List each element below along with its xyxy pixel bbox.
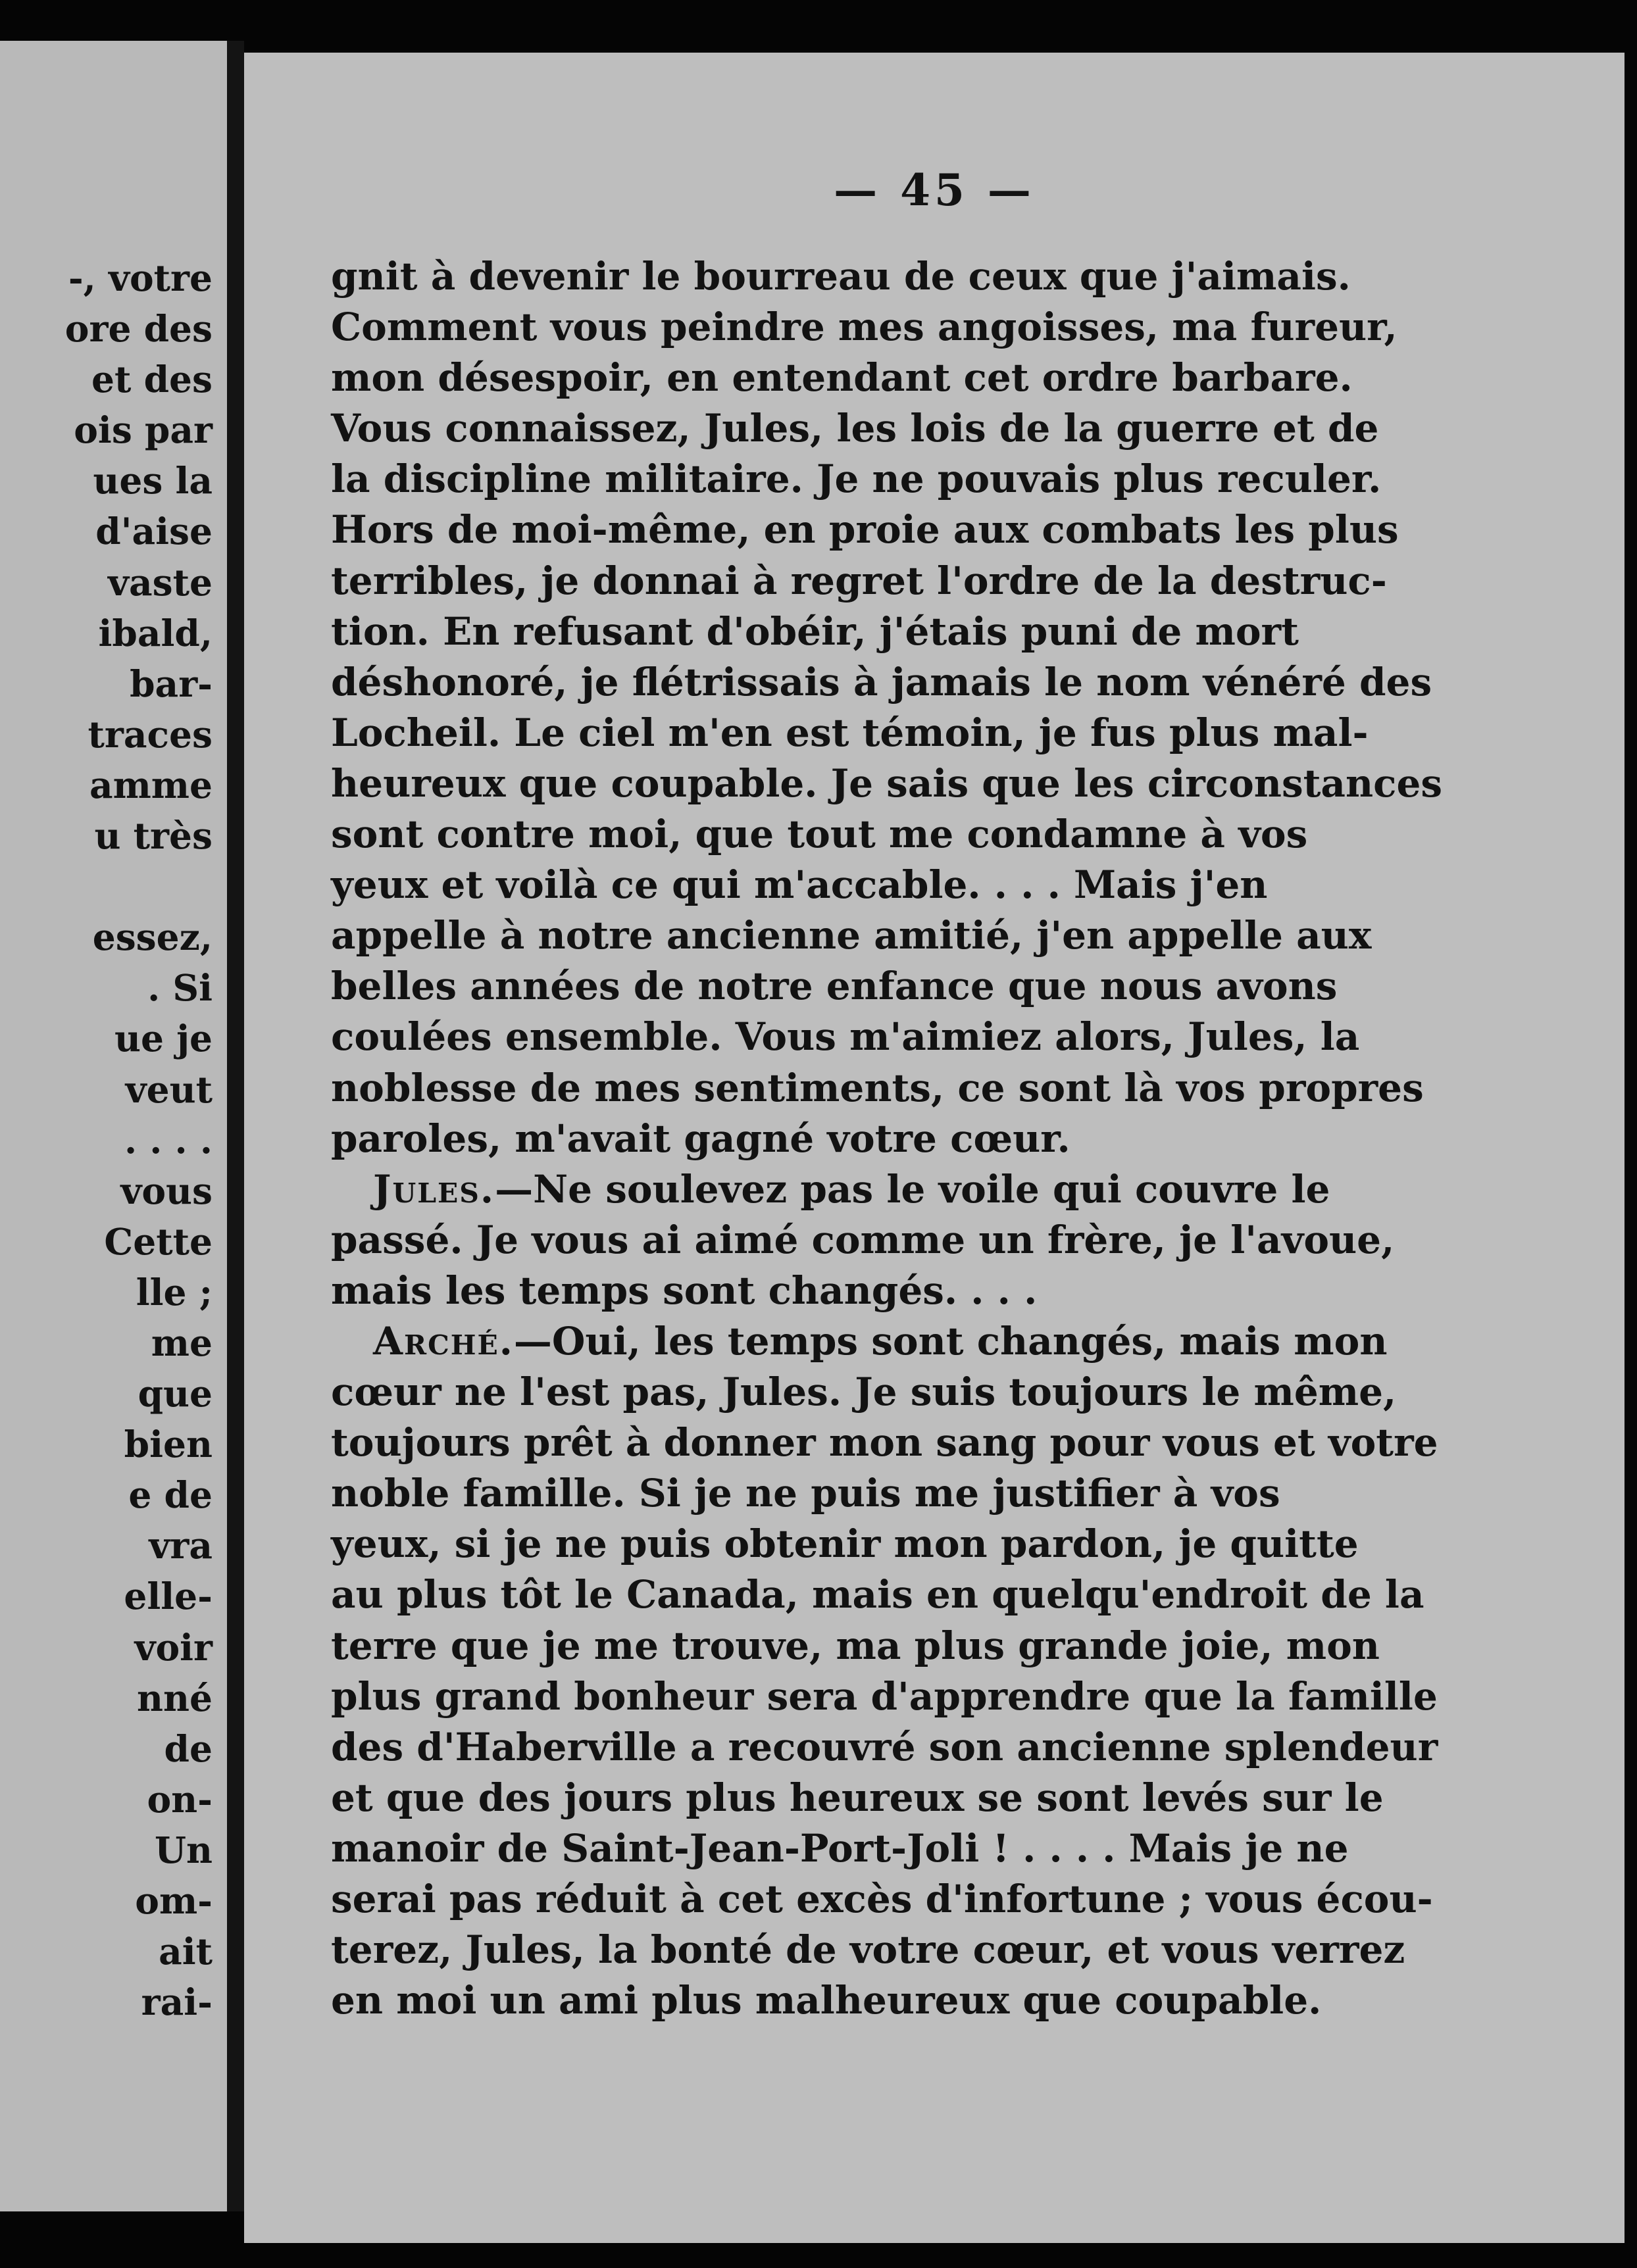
line-text: serai pas réduit à cet excès d'infortune ; vous écou-: [331, 1877, 1433, 1921]
left-page-fragment: ibald,: [98, 611, 213, 654]
speaker-name: Jules.: [373, 1166, 495, 1212]
line-text: mon désespoir, en entendant cet ordre barbare.: [331, 355, 1353, 401]
left-page-fragment: Un: [155, 1828, 213, 1871]
line-text: coulées ensemble. Vous m'aimiez alors, Jules, la: [331, 1014, 1360, 1060]
text-line: [331, 505, 1624, 555]
line-text: paroles, m'avait gagné votre cœur.: [331, 1116, 1070, 1161]
text-line: [331, 860, 1624, 910]
left-page-fragment: veut: [125, 1068, 213, 1111]
text-line: [331, 910, 1624, 961]
line-text: manoir de Saint-Jean-Port-Joli ! . . . . Mais je ne: [331, 1825, 1349, 1871]
left-page-fragment: traces: [88, 712, 213, 756]
line-text: en moi un ami plus malheureux que coupable.: [331, 1978, 1322, 2023]
left-page-fragment: de: [164, 1727, 213, 1770]
left-page-fragment: bar-: [130, 662, 213, 705]
text-line: [331, 1468, 1624, 1519]
text-line: [331, 1569, 1624, 1620]
text-line: [331, 1975, 1624, 2026]
left-page-fragment: e de: [128, 1473, 213, 1517]
text-line: [331, 1925, 1624, 1975]
left-page-fragment: nné: [137, 1676, 213, 1719]
line-text: Hors de moi-même, en proie aux combats les plus: [331, 507, 1399, 553]
text-line: [331, 758, 1624, 809]
text-line: [331, 1215, 1624, 1266]
line-text: gnit à devenir le bourreau de ceux que j'aimais.: [331, 254, 1351, 299]
text-line: [331, 1114, 1624, 1164]
text-line: [331, 809, 1624, 860]
line-text: terribles, je donnai à regret l'ordre de la destruc-: [331, 558, 1387, 603]
line-text: appelle à notre ancienne amitié, j'en appelle aux: [331, 913, 1372, 958]
text-line: [331, 1519, 1624, 1569]
book-gutter: [227, 41, 244, 2211]
text-line: [331, 1418, 1624, 1468]
line-text: terez, Jules, la bonté de votre cœur, et vous verrez: [331, 1927, 1405, 1973]
line-text: belles années de notre enfance que nous avons: [331, 964, 1338, 1009]
line-text: noblesse de mes sentiments, ce sont là vos propres: [331, 1065, 1424, 1110]
left-page-fragment: bien: [124, 1423, 213, 1466]
text-line: [331, 1621, 1624, 1671]
page-number: — 45 —: [834, 164, 1035, 216]
line-text: toujours prêt à donner mon sang pour vous et votre: [331, 1420, 1438, 1466]
text-line: [331, 353, 1624, 403]
right-page: [244, 53, 1624, 2243]
left-page-fragment: d'aise: [95, 510, 213, 553]
left-page-fragment: ois par: [74, 408, 213, 452]
left-page-fragment: et des: [91, 358, 213, 401]
speaker-name: Arché.: [373, 1318, 514, 1364]
line-text: au plus tôt le Canada, mais en quelqu'endroit de la: [331, 1572, 1424, 1617]
line-text: Comment vous peindre mes angoisses, ma fureur,: [331, 305, 1398, 350]
text-line: [331, 1266, 1624, 1316]
left-page-fragment: vaste: [108, 560, 213, 604]
left-page-text-fragments: [65, 253, 213, 2027]
line-text: sont contre moi, que tout me condamne à vos: [331, 812, 1308, 857]
line-text: yeux et voilà ce qui m'accable. . . . Mais j'en: [331, 862, 1268, 908]
text-line: [331, 1874, 1624, 1925]
line-text: cœur ne l'est pas, Jules. Je suis toujours le même,: [331, 1369, 1397, 1415]
left-page-fragment: que: [138, 1372, 213, 1416]
left-page-fragment: me: [151, 1321, 213, 1364]
text-line: [331, 1063, 1624, 1114]
left-page-fragment: om-: [135, 1879, 213, 1922]
line-text: plus grand bonheur sera d'apprendre que la famille: [331, 1673, 1438, 1719]
line-text: Locheil. Le ciel m'en est témoin, je fus plus mal-: [331, 710, 1369, 755]
line-text: Vous connaissez, Jules, les lois de la guerre et de: [331, 406, 1379, 451]
text-line: [331, 1823, 1624, 1874]
left-page-fragment: elle-: [124, 1575, 213, 1618]
left-page-fragment: essez,: [92, 916, 213, 959]
text-line: [331, 657, 1624, 708]
line-text: noble famille. Si je ne puis me justifier à vos: [331, 1471, 1280, 1516]
line-text: déshonoré, je flétrissais à jamais le nom vénéré des: [331, 659, 1432, 704]
left-page-fragment: . . . .: [124, 1118, 213, 1162]
text-line: [331, 556, 1624, 606]
text-line: [331, 708, 1624, 758]
line-text: heureux que coupable. Je sais que les circonstances: [331, 760, 1443, 806]
line-text: tion. En refusant d'obéir, j'étais puni de mort: [331, 608, 1299, 654]
text-line: [331, 1012, 1624, 1062]
line-text: la discipline militaire. Je ne pouvais plus reculer.: [331, 456, 1382, 502]
left-page: [0, 41, 227, 2211]
left-page-fragment: vous: [120, 1169, 213, 1212]
left-page-fragment: [65, 861, 213, 912]
text-line: [331, 606, 1624, 657]
dialogue-line: [331, 1164, 1624, 1215]
line-text: mais les temps sont changés. . . .: [331, 1268, 1038, 1313]
line-text: —Oui, les temps sont changés, mais mon: [513, 1318, 1388, 1364]
line-text: terre que je me trouve, ma plus grande joie, mon: [331, 1623, 1380, 1668]
left-page-fragment: rai-: [141, 1981, 213, 2024]
left-page-fragment: on-: [147, 1777, 213, 1821]
text-line: [331, 403, 1624, 454]
left-page-fragment: vra: [149, 1524, 213, 1567]
line-text: —Ne soulevez pas le voile qui couvre le: [495, 1166, 1330, 1212]
left-page-fragment: voir: [134, 1625, 213, 1669]
text-line: [331, 1773, 1624, 1823]
left-page-fragment: ue je: [114, 1017, 213, 1060]
line-text: et que des jours plus heureux se sont levés sur le: [331, 1775, 1384, 1820]
text-line: [331, 454, 1624, 505]
dialogue-line: [331, 1316, 1624, 1367]
page-header: [244, 164, 1624, 216]
left-page-fragment: amme: [89, 763, 213, 806]
left-page-fragment: Cette: [104, 1220, 213, 1263]
line-text: yeux, si je ne puis obtenir mon pardon, je quitte: [331, 1521, 1359, 1567]
text-line: [331, 1367, 1624, 1418]
line-text: passé. Je vous ai aimé comme un frère, je l'avoue,: [331, 1217, 1395, 1262]
left-page-fragment: . Si: [147, 966, 213, 1010]
left-page-fragment: ore des: [64, 307, 213, 351]
left-page-fragment: -, votre: [68, 257, 213, 299]
left-page-fragment: ues la: [93, 459, 213, 503]
text-line: [331, 1671, 1624, 1722]
text-line: [331, 1722, 1624, 1773]
text-line: [331, 961, 1624, 1012]
text-line: [331, 251, 1624, 302]
left-page-fragment: ait: [159, 1930, 213, 1973]
text-line: [331, 302, 1624, 353]
left-page-fragment: u très: [94, 814, 213, 858]
line-text: des d'Haberville a recouvré son ancienne splendeur: [331, 1724, 1438, 1769]
body-text: [331, 251, 1624, 2026]
left-page-fragment: lle ;: [136, 1270, 213, 1314]
